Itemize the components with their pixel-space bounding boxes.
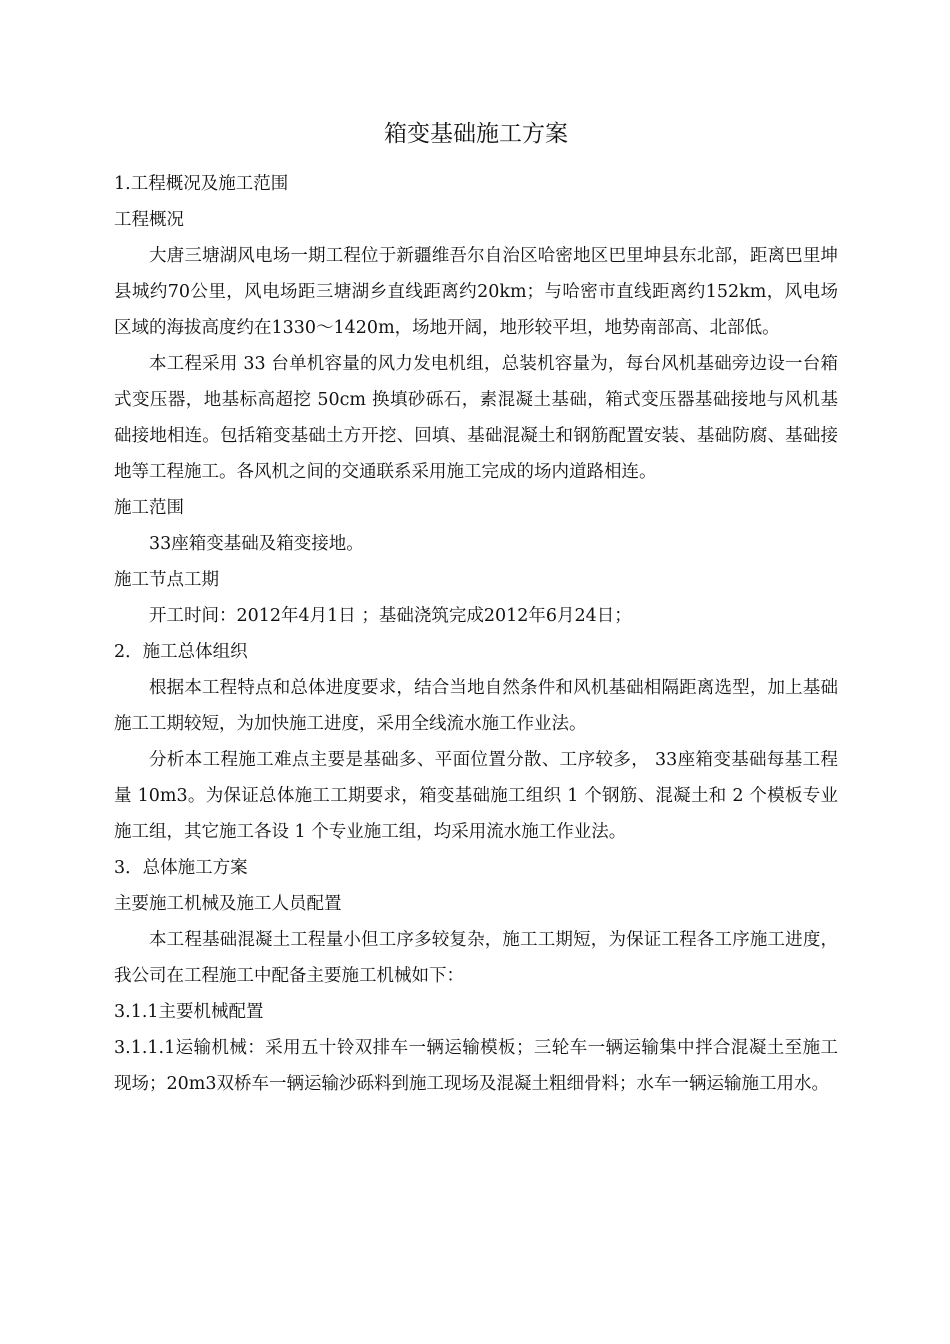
paragraph-scope-description: 本工程采用 33 台单机容量的风力发电机组，总装机容量为，每台风机基础旁边设一台箱式变压器，地基标高超挖 50cm 换填砂砾石，素混凝土基础，箱式变压器基础接地与风机基础接地相连。包括箱变基础土方开挖、回填、基础混凝土和钢筋配置安装、基础防腐、基础接地等工程施工。各风机之间的交通联系采用施工完成的场内道路相连。 [114, 354, 838, 482]
paragraph-machinery-intro: 本工程基础混凝土工程量小但工序多较复杂，施工工期短，为保证工程各工序施工进度，我公司在工程施工中配备主要施工机械如下： [114, 930, 838, 986]
paragraph-schedule: 开工时间：2012年4月1日 ；基础浇筑完成2012年6月24日； [149, 606, 632, 626]
subheading-schedule: 施工节点工期 [114, 570, 219, 590]
subheading-construction-scope: 施工范围 [114, 498, 184, 518]
section-heading-1: 1.工程概况及施工范围 [114, 174, 289, 194]
paragraph-difficulty: 分析本工程施工难点主要是基础多、平面位置分散、工序较多， 33座箱变基础每基工程量 10m3。为保证总体施工工期要求，箱变基础施工组织 1 个钢筋、混凝土和 2 个模板专业施工组，其它施工各设 1 个专业施工组，均采用流水施工作业法。 [114, 750, 838, 842]
paragraph-organization: 根据本工程特点和总体进度要求，结合当地自然条件和风机基础相隔距离选型，加上基础施工工期较短，为加快施工进度，采用全线流水施工作业法。 [114, 678, 838, 734]
paragraph-location: 大唐三塘湖风电场一期工程位于新疆维吾尔自治区哈密地区巴里坤县东北部，距离巴里坤县城约70公里，风电场距三塘湖乡直线距离约20km；与哈密市直线距离约152km，风电场区域的海拔高度约在1330～1420m，场地开阔，地形较平坦，地势南部高、北部低。 [114, 246, 838, 338]
section-heading-3: 3．总体施工方案 [114, 858, 248, 878]
document-page [114, 110, 838, 1102]
section-heading-2: 2．施工总体组织 [114, 642, 248, 662]
document-title: 箱变基础施工方案 [384, 121, 568, 147]
subheading-3-1-1: 3.1.1主要机械配置 [114, 1002, 264, 1022]
subheading-machinery: 主要施工机械及施工人员配置 [114, 894, 342, 914]
paragraph-scope: 33座箱变基础及箱变接地。 [149, 534, 364, 554]
paragraph-transport-machinery: 3.1.1.1运输机械：采用五十铃双排车一辆运输模板；三轮车一辆运输集中拌合混凝土至施工现场；20m3双桥车一辆运输沙砾料到施工现场及混凝土粗细骨料；水车一辆运输施工用水。 [114, 1038, 838, 1094]
subheading-project-overview: 工程概况 [114, 210, 184, 230]
